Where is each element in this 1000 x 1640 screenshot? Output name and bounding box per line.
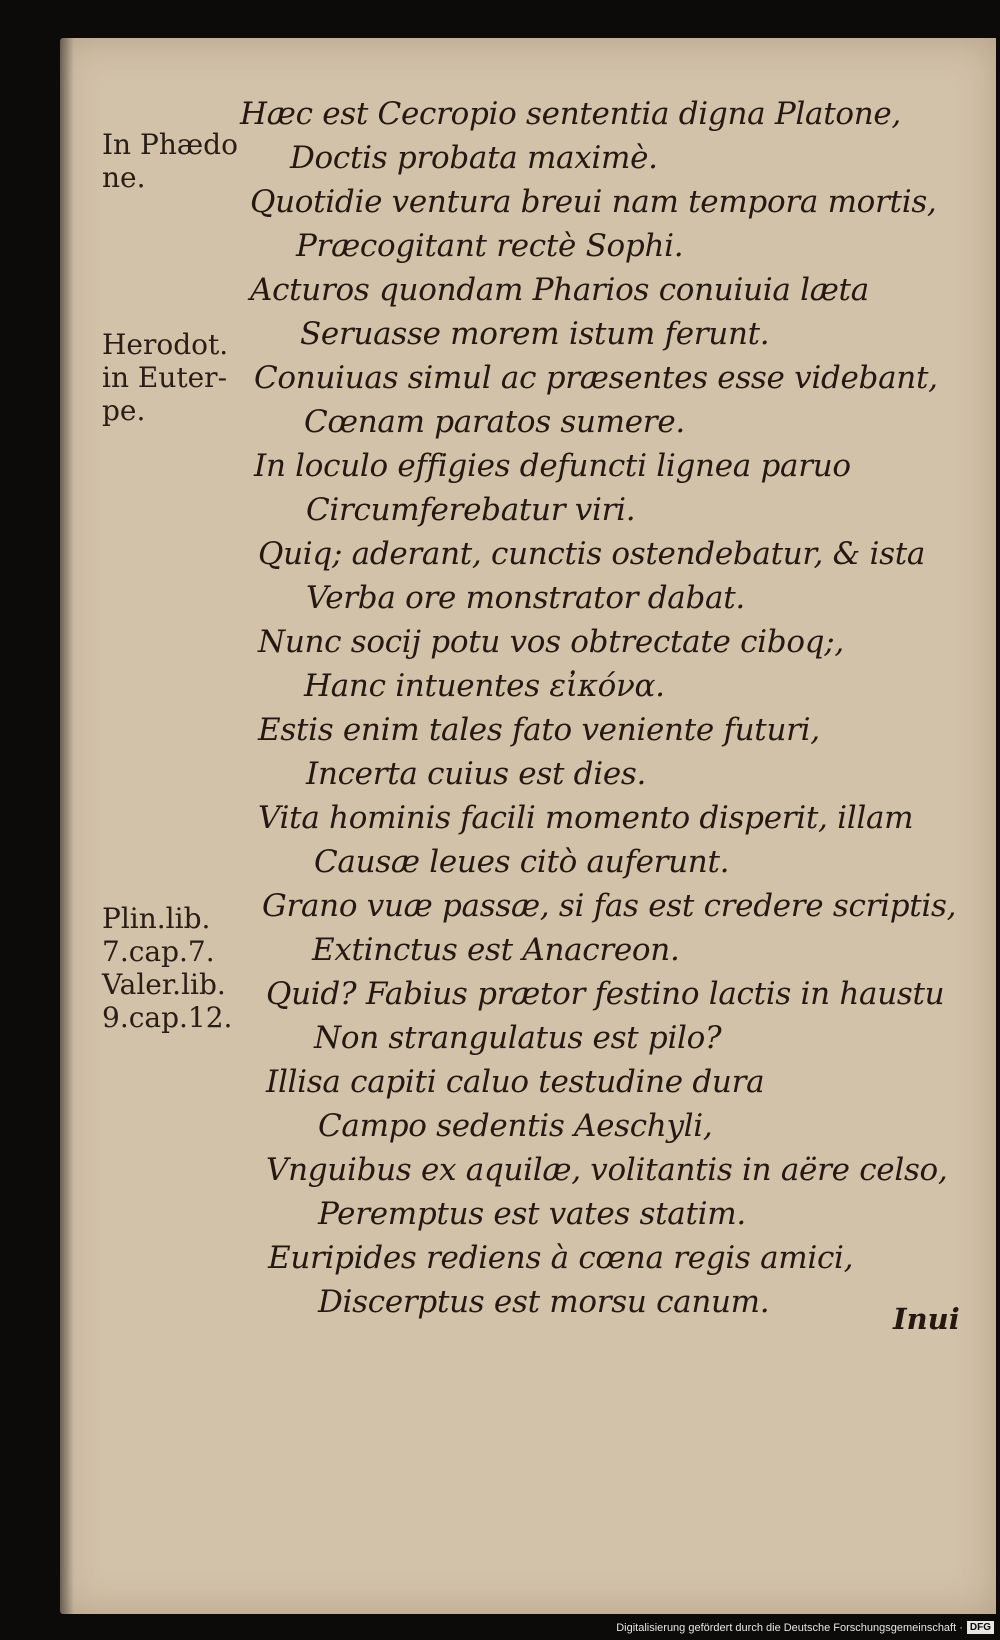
verse-line: Estis enim tales fato veniente futuri,	[258, 712, 820, 748]
verse-line: Illisa capiti caluo testudine dura	[266, 1064, 765, 1100]
verse-line: Cœnam paratos sumere.	[304, 404, 685, 440]
verse-line: Præcogitant rectè Sophi.	[296, 228, 684, 264]
verse-line: Vnguibus ex aquilæ, volitantis in aëre celso,	[266, 1152, 948, 1188]
credit-text: Digitalisierung gefördert durch die Deutsche Forschungsgemeinschaft ·	[616, 1621, 963, 1634]
verse-line: Circumferebatur viri.	[306, 492, 636, 528]
verse-line: Campo sedentis Aeschyli,	[318, 1108, 713, 1144]
verse-line: Euripides rediens à cœna regis amici,	[268, 1240, 854, 1276]
verse-line: Quiq; aderant, cunctis ostendebatur, & ista	[258, 536, 926, 572]
page-gutter-shadow	[60, 38, 74, 1614]
verse-line: Vita hominis facili momento disperit, illam	[258, 800, 914, 836]
verse-line: Discerptus est morsu canum.	[318, 1284, 770, 1320]
verse-line: Doctis probata maximè.	[290, 140, 658, 176]
verse-line: Incerta cuius est dies.	[306, 756, 647, 792]
verse-line: Verba ore monstrator dabat.	[306, 580, 745, 616]
verse-line: Peremptus est vates statim.	[318, 1196, 746, 1232]
verse-line: Hanc intuentes εἰκόνα.	[304, 668, 665, 704]
verse-line: Conuiuas simul ac præsentes esse videbant,	[254, 360, 938, 396]
verse-line: Acturos quondam Pharios conuiuia læta	[250, 272, 869, 308]
verse-line: Quotidie ventura breui nam tempora mortis,	[250, 184, 937, 220]
catchword: Inui	[893, 1302, 960, 1336]
verse-line: Hæc est Cecropio sententia digna Platone,	[240, 96, 901, 132]
dfg-logo: DFG	[967, 1621, 994, 1634]
margin-note-herodotus: Herodot. in Euter- pe.	[102, 328, 229, 427]
verse-line: Quid? Fabius prætor festino lactis in haustu	[266, 976, 945, 1012]
verse-line: Nunc socij potu vos obtrectate ciboq;,	[258, 624, 844, 660]
verse-line: Seruasse morem istum ferunt.	[300, 316, 770, 352]
digitization-credit	[616, 1621, 994, 1634]
verse-line: In loculo effigies defuncti lignea paruo	[254, 448, 851, 484]
verse-line: Causæ leues citò auferunt.	[314, 844, 730, 880]
margin-note-pliny-valerius: Plin.lib. 7.cap.7. Valer.lib. 9.cap.12.	[102, 902, 233, 1034]
verse-line: Non strangulatus est pilo?	[314, 1020, 722, 1056]
verse-line: Grano vuæ passæ, si fas est credere scriptis,	[262, 888, 957, 924]
margin-note-phaedo: In Phædo ne.	[102, 128, 238, 194]
verse-line: Extinctus est Anacreon.	[312, 932, 680, 968]
